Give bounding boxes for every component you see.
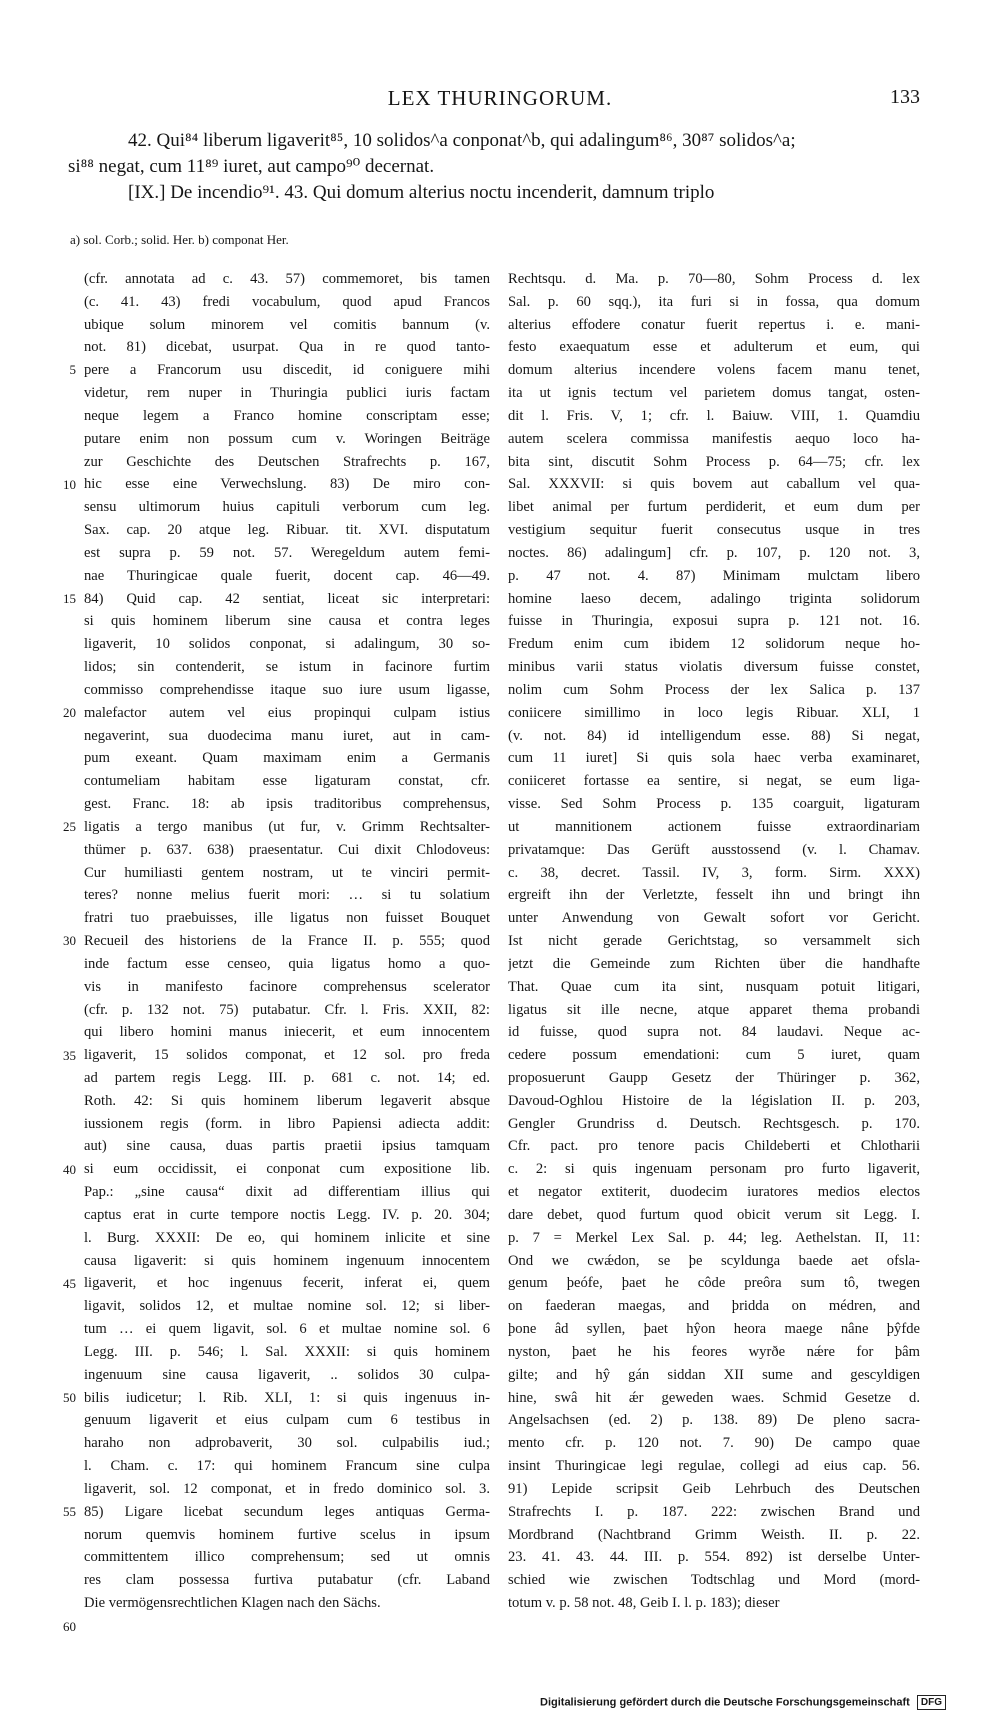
commentary-line: hic esse eine Verwechslung. 83) De miro con- bbox=[84, 476, 490, 493]
commentary-line: dare debet, quod furtum quod obicit verum sit Legg. I. bbox=[508, 1206, 920, 1223]
commentary-line: þone âd syllen, þaet hŷon heora maege nâne þŷfde bbox=[508, 1321, 920, 1338]
commentary-line: Strafrechts I. p. 187. 222: zwischen Brand und bbox=[508, 1503, 920, 1520]
commentary-line: si eum occidissit, ei conponat cum expositione lib. bbox=[84, 1161, 490, 1178]
footer-credit bbox=[540, 1695, 942, 1710]
commentary-line: bilis iudicetur; l. Rib. XLI, 1: si quis ingenuus in- bbox=[84, 1389, 490, 1406]
line-number: 20 bbox=[63, 704, 76, 720]
law-text bbox=[68, 128, 918, 206]
commentary-line: Mordbrand (Nachtbrand Grimm Weisth. II. p. 22. bbox=[508, 1526, 920, 1543]
commentary-line: commisso comprehendisse itaque suo iure usum ligasse, bbox=[84, 681, 490, 698]
commentary-line: not. 81) dicebat, usurpat. Qua in re quod tanto- bbox=[84, 339, 490, 356]
commentary-line: Sal. p. 60 sqq.), ita furi si in fossa, qua domum bbox=[508, 293, 920, 310]
line-number: 30 bbox=[63, 933, 76, 949]
line-number: 60 bbox=[63, 1618, 76, 1634]
commentary-line: zur Geschichte des Deutschen Strafrechts p. 167, bbox=[84, 453, 490, 470]
page-number: 133 bbox=[890, 86, 920, 108]
running-title: LEX THURINGORUM. bbox=[387, 86, 613, 110]
line-number: 5 bbox=[69, 362, 76, 378]
commentary-line: teres? nonne melius fuerit mori: … si tu solatium bbox=[84, 887, 490, 904]
commentary-line: unter Anwendung von Gewalt sofort vor Gericht. bbox=[508, 910, 920, 927]
commentary-line: iussionem regis (form. in libro Papiensi adiecta addit: bbox=[84, 1115, 490, 1132]
commentary-line: videtur, rem nuper in Thuringia publici iuris factam bbox=[84, 385, 490, 402]
commentary-line: ita ut ignis tectum vel parietem domus tangat, osten- bbox=[508, 385, 920, 402]
commentary-line: (v. not. 84) id intelligendum esse. 88) Si negat, bbox=[508, 727, 920, 744]
commentary-line: Pap.: „sine causa“ dixit ad differentiam illius qui bbox=[84, 1184, 490, 1201]
digitization-credit: Digitalisierung gefördert durch die Deutsche Forschungsgemeinschaft bbox=[540, 1696, 910, 1709]
commentary-line: sensu ultimorum huius capituli verborum cum leg. bbox=[84, 499, 490, 516]
commentary-line: proposuerunt Gaupp Gesetz der Thüringer p. 362, bbox=[508, 1069, 920, 1086]
commentary-line: pere a Francorum usu discedit, id coniguere mihi bbox=[84, 362, 490, 379]
line-number: 10 bbox=[63, 476, 76, 492]
line-number: 55 bbox=[63, 1504, 76, 1520]
commentary-line: jetzt die Gemeinde zum Richten über die handhafte bbox=[508, 955, 920, 972]
commentary-line: Ist nicht gerade Gerichtstag, so versammelt sich bbox=[508, 933, 920, 950]
commentary-line: l. Burg. XXXII: De eo, qui hominem inlicite et sine bbox=[84, 1229, 490, 1246]
commentary-line: Fredum enim cum ibidem 12 solidorum neque ho- bbox=[508, 636, 920, 653]
law-text-line: [IX.] De incendio⁹¹. 43. Qui domum alterius noctu incenderit, damnum triplo bbox=[128, 182, 715, 203]
commentary-line: nyston, þaet he his feores wyrðe nǽre for þâm bbox=[508, 1343, 920, 1360]
commentary-line: festo exaequatum esse et adulterum et eum, qui bbox=[508, 339, 920, 356]
commentary-line: est supra p. 59 not. 57. Weregeldum autem femi- bbox=[84, 544, 490, 561]
commentary-line: ligaverit, sol. 12 componat, et in fredo dominico sol. 3. bbox=[84, 1480, 490, 1497]
commentary-line: pum exeant. Quam maximam enim a Germanis bbox=[84, 750, 490, 767]
commentary-line: That. Quae cum ita sint, nusquam potuit litigari, bbox=[508, 978, 920, 995]
commentary-line: Gengler Grundriss d. Deutsch. Rechtsgesch. p. 170. bbox=[508, 1115, 920, 1132]
law-text-line: si⁸⁸ negat, cum 11⁸⁹ iuret, aut campo⁹⁰ decernat. bbox=[68, 156, 435, 177]
commentary-line: malefactor autem vel eius propinqui culpam istius bbox=[84, 704, 490, 721]
commentary-line: tum … ei quem ligavit, sol. 6 et multae nomine sol. 6 bbox=[84, 1321, 490, 1338]
commentary-line: fratri tuo praebuisses, ille ligatus non fuisset Bouquet bbox=[84, 910, 490, 927]
dfg-logo: DFG bbox=[917, 1695, 946, 1710]
line-number: 25 bbox=[63, 819, 76, 835]
commentary-line: noctes. 86) adalingum] cfr. p. 107, p. 120 not. 3, bbox=[508, 544, 920, 561]
commentary-line: (cfr. p. 132 not. 75) putabatur. Cfr. l. Fris. XXII, 82: bbox=[84, 1001, 490, 1018]
commentary-line: neque legem a Franco homine conscriptam esse; bbox=[84, 407, 490, 424]
commentary-line: alterius effodere conatur fuerit repertus i. e. mani- bbox=[508, 316, 920, 333]
commentary-line: ingenuum sine causa ligaverit, .. solidos 30 culpa- bbox=[84, 1366, 490, 1383]
commentary-line: privatamque: Das Gerüft ausstossend (v. l. Chamav. bbox=[508, 841, 920, 858]
commentary-line: id fuisse, quod supra not. 84 laudavi. Neque ac- bbox=[508, 1024, 920, 1041]
commentary-line: Davoud-Oghlou Histoire de la législation II. p. 203, bbox=[508, 1092, 920, 1109]
commentary-line: mento cfr. p. 120 not. 7. 90) De campo quae bbox=[508, 1435, 920, 1452]
commentary-line: dit l. Fris. V, 1; cfr. l. Baiuw. VIII, 1. Quamdiu bbox=[508, 407, 920, 424]
commentary-line: on faederan maegas, and þridda on médren, and bbox=[508, 1298, 920, 1315]
commentary-line: gest. Franc. 18: ab ipsis traditoribus comprehensus, bbox=[84, 796, 490, 813]
commentary-line: contumeliam habitam esse ligaturam constat, cfr. bbox=[84, 773, 490, 790]
critical-apparatus: a) sol. Corb.; solid. Her. b) componat Her. bbox=[70, 232, 289, 247]
commentary-line: ubique solum minorem vel comitis bannum (v. bbox=[84, 316, 490, 333]
commentary-line: causa ligaverit: si quis hominem ingenuum innocentem bbox=[84, 1252, 490, 1269]
commentary-line: negaverint, sua duodecima manu iuret, aut in cam- bbox=[84, 727, 490, 744]
commentary-line: domum alterius incendere volens facem manu tenet, bbox=[508, 362, 920, 379]
commentary-line: cedere possum emendationi: cum 5 iuret, quam bbox=[508, 1047, 920, 1064]
commentary-line: Angelsachsen (ed. 2) p. 138. 89) De pleno sacra- bbox=[508, 1412, 920, 1429]
commentary-line: 85) Ligare licebat secundum leges antiquas Germa- bbox=[84, 1503, 490, 1520]
commentary-line: cum 11 iuret] Si quis sola haec verba examinaret, bbox=[508, 750, 920, 767]
commentary-line: ligaverit, 10 solidos conponat, si adalingum, 30 so- bbox=[84, 636, 490, 653]
commentary-line: Legg. III. p. 546; l. Sal. XXXII: si quis hominem bbox=[84, 1343, 490, 1360]
commentary-line: lidos; sin contenderit, se istum in facinore furtim bbox=[84, 659, 490, 676]
commentary-line: gilte; and hŷ gán siddan XII sume and gescyldigen bbox=[508, 1366, 920, 1383]
commentary-line: ligatis a tergo manibus (ut fur, v. Grimm Rechtsalter- bbox=[84, 818, 490, 835]
commentary-line: c. 38, decret. Tassil. IV, 3, form. Sirm. XXX) bbox=[508, 864, 920, 881]
commentary-line: inde factum esse censeo, quia ligatus homo a quo- bbox=[84, 955, 490, 972]
commentary-line: thümer p. 637. 638) praesentatur. Cui dixit Chlodoveus: bbox=[84, 841, 490, 858]
commentary-line: ergreift ihn der Verletzte, fesselt ihn und bringt ihn bbox=[508, 887, 920, 904]
line-number: 35 bbox=[63, 1047, 76, 1063]
commentary-line: homine laeso decem, adalingo triginta solidorum bbox=[508, 590, 920, 607]
commentary-line: p. 7 = Merkel Lex Sal. p. 44; leg. Aethelstan. II, 11: bbox=[508, 1229, 920, 1246]
commentary-line: libet animal per furtum perdiderit, et eum dum per bbox=[508, 499, 920, 516]
commentary-line: res clam possessa furtiva putabatur (cfr. Laband bbox=[84, 1572, 490, 1589]
commentary-line: haraho non adprobaverit, 30 sol. culpabilis iud.; bbox=[84, 1435, 490, 1452]
commentary-line: Cur humiliasti gentem nostram, ut te vinciri permit- bbox=[84, 864, 490, 881]
law-text-line: 42. Qui⁸⁴ liberum ligaverit⁸⁵, 10 solidos^a conponat^b, qui adalingum⁸⁶, 30⁸⁷ solidos^a; bbox=[128, 130, 796, 151]
commentary-line: ligaverit, 15 solidos componat, et 12 sol. pro freda bbox=[84, 1047, 490, 1064]
commentary-line: hine, swâ hit ǽr geweden waes. Schmid Gesetze d. bbox=[508, 1389, 920, 1406]
commentary-line: 91) Lepide scripsit Geib Lehrbuch des Deutschen bbox=[508, 1480, 920, 1497]
commentary-line: totum v. p. 58 not. 48, Geib I. l. p. 183); dieser bbox=[508, 1595, 780, 1612]
commentary-line: ad partem regis Legg. III. p. 681 c. not. 14; ed. bbox=[84, 1069, 490, 1086]
commentary-line: Sax. cap. 20 atque leg. Ribuar. tit. XVI. disputatum bbox=[84, 522, 490, 539]
commentary-line: visse. Sed Sohm Process p. 135 coarguit, ligaturam bbox=[508, 796, 920, 813]
commentary-line: Rechtsqu. d. Ma. p. 70—80, Sohm Process d. lex bbox=[508, 271, 920, 287]
commentary-line: l. Cham. c. 17: qui hominem Francum sine culpa bbox=[84, 1458, 490, 1475]
commentary-line: genuum ligaverit et eius culpam cum 6 testibus in bbox=[84, 1412, 490, 1429]
commentary-line: genum þeófe, þaet he côde preôra sum tô, twegen bbox=[508, 1275, 920, 1292]
commentary-line: aut) sine causa, duas partis praetii ipsius tamquam bbox=[84, 1138, 490, 1155]
commentary-line: bita sint, discutit Sohm Process p. 64—75; cfr. lex bbox=[508, 453, 920, 470]
commentary-line: ut mannitionem actionem fuisse extraordinariam bbox=[508, 818, 920, 835]
commentary-line: ligatus sit ille necne, atque apparet thema probandi bbox=[508, 1001, 920, 1018]
commentary-line: p. 47 not. 4. 87) Minimam mulctam libero bbox=[508, 567, 920, 584]
commentary-line: c. 2: si quis ingenuam personam pro furto ligaverit, bbox=[508, 1161, 920, 1178]
commentary-line: insint Thuringicae legi regulae, collegi ad eius cap. 56. bbox=[508, 1458, 920, 1475]
commentary-line: 23. 41. 43. 44. III. p. 554. 892) ist derselbe Unter- bbox=[508, 1549, 920, 1566]
commentary-line: committentem illico comprehensum; sed ut omnis bbox=[84, 1549, 490, 1566]
commentary-line: Die vermögensrechtlichen Klagen nach den Sächs. bbox=[84, 1595, 381, 1612]
line-number: 50 bbox=[63, 1390, 76, 1406]
commentary-line: 84) Quid cap. 42 sentiat, liceat sic interpretari: bbox=[84, 590, 490, 607]
commentary-line: Roth. 42: Si quis hominem liberum legaverit absque bbox=[84, 1092, 490, 1109]
line-number: 45 bbox=[63, 1275, 76, 1291]
commentary-line: Cfr. pact. pro tenore pacis Childeberti et Chlotharii bbox=[508, 1138, 920, 1155]
commentary-line: schied wie zwischen Todtschlag und Mord (mord- bbox=[508, 1572, 920, 1589]
line-number: 40 bbox=[63, 1161, 76, 1177]
commentary-line: ligavit, solidos 12, et multae nomine sol. 12; si liber- bbox=[84, 1298, 490, 1315]
commentary-line: nae Thuringicae quale fuerit, docent cap. 46—49. bbox=[84, 567, 490, 584]
commentary-line: nolim cum Sohm Process der lex Salica p. 137 bbox=[508, 681, 920, 698]
commentary-line: si quis hominem liberum sine causa et contra leges bbox=[84, 613, 490, 630]
commentary-line: captus erat in curte tempore noctis Legg. IV. p. 20. 304; bbox=[84, 1206, 490, 1223]
commentary-line: Recueil des historiens de la France II. p. 555; quod bbox=[84, 933, 490, 950]
commentary-line: putare enim non possum cum v. Woringen Beiträge bbox=[84, 430, 490, 447]
commentary-line: norum quemvis hominem furtive scelus in ipsum bbox=[84, 1526, 490, 1543]
commentary-line: minibus varii status violatis diversum fuisse constet, bbox=[508, 659, 920, 676]
commentary-line: qui libero homini manus iniecerit, et eum innocentem bbox=[84, 1024, 490, 1041]
commentary-line: vis in manifesto facinore comprehensus scelerator bbox=[84, 978, 490, 995]
commentary-right-column bbox=[508, 268, 920, 1615]
commentary-line: fuisse in Thuringia, exposui supra p. 121 not. 16. bbox=[508, 613, 920, 630]
line-number: 15 bbox=[63, 590, 76, 606]
commentary-line: ligaverit, et hoc ingenuus fecerit, inferat ei, quem bbox=[84, 1275, 490, 1292]
commentary-line: Ond we cwǽdon, se þe scyldunga baede aet ofsla- bbox=[508, 1252, 920, 1269]
commentary-line: coniiceret fortasse ea sentire, si negat, se eum liga- bbox=[508, 773, 920, 790]
commentary-line: (c. 41. 43) fredi vocabulum, quod apud Francos bbox=[84, 293, 490, 310]
commentary-left-column bbox=[84, 268, 490, 1615]
commentary-line: coniicere simillimo in loco legis Ribuar. XLI, 1 bbox=[508, 704, 920, 721]
commentary-line: Sal. XXXVII: si quis bovem aut caballum vel qua- bbox=[508, 476, 920, 493]
commentary-line: vestigium sequitur fuerit consecutus usque in tres bbox=[508, 522, 920, 539]
commentary-line: et negator extiterit, duodecim iuratores medios electos bbox=[508, 1184, 920, 1201]
commentary-line: autem scelera commissa manifestis aequo loco ha- bbox=[508, 430, 920, 447]
commentary-line: (cfr. annotata ad c. 43. 57) commemoret, bis tamen bbox=[84, 271, 490, 287]
